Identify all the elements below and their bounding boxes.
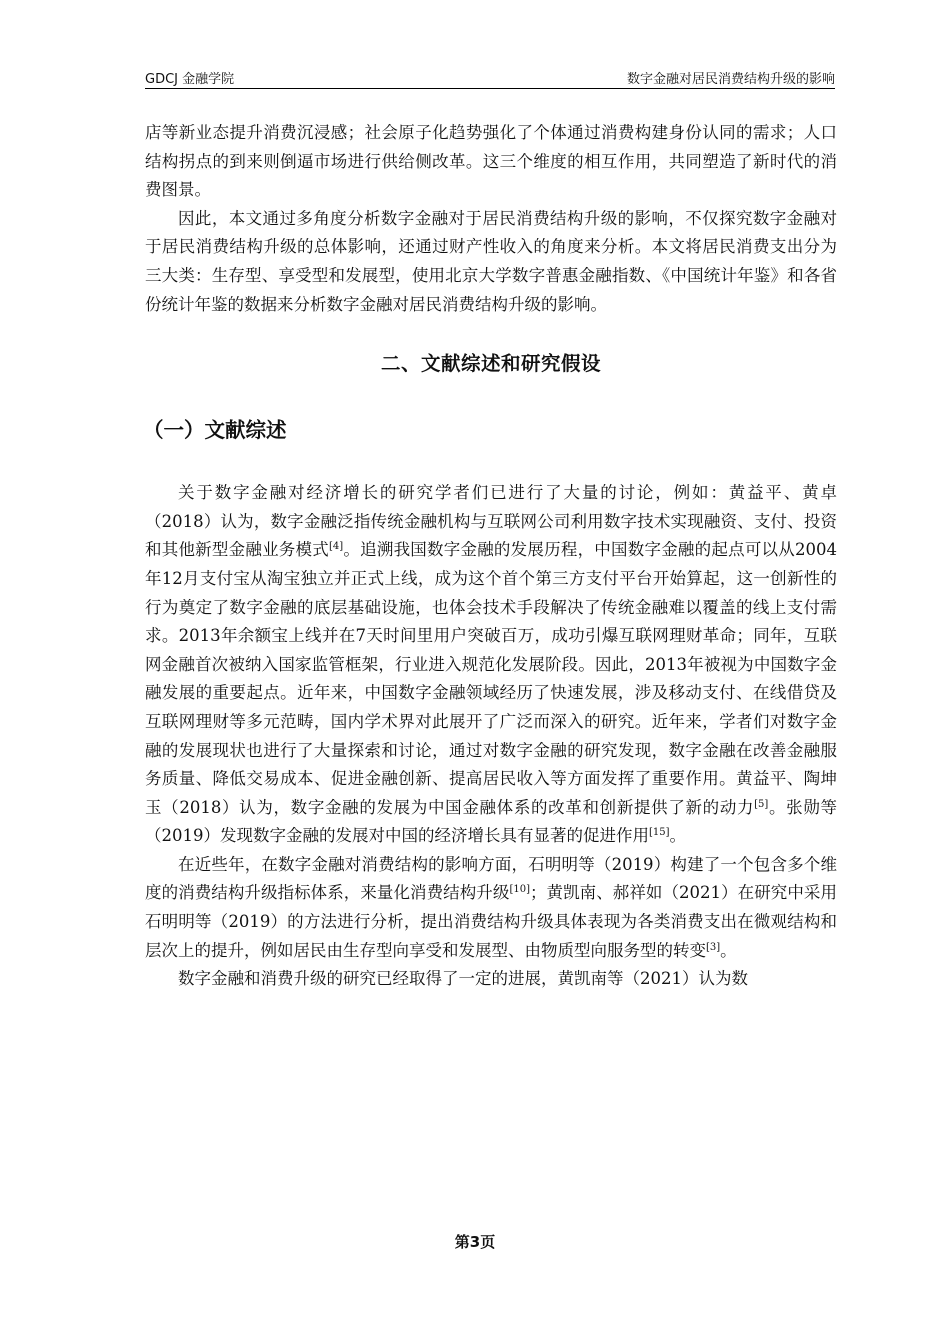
page-number: 第3页 — [454, 1233, 496, 1251]
paragraph-literature-upgrade: 数字金融和消费升级的研究已经取得了一定的进展，黄凯南等（2021）认为数 — [178, 969, 748, 989]
text-segment: 关于数字金融对经济增长的研究学者们已进行了大量的讨论，例如：黄益平、黄卓（2018）认为，数字金融泛指传统金融机构与互联网公司利用数字技术实现融资、支付、投资和其他新型金融业务模式 — [145, 483, 837, 560]
citation-3: [3] — [706, 941, 721, 953]
text-segment: 。 — [669, 826, 687, 846]
citation-4: [4] — [329, 541, 344, 553]
paragraph-literature-growth — [145, 479, 837, 851]
header-paper-title: 数字金融对居民消费结构升级的影响 — [626, 72, 835, 87]
text-segment: 。张勋等（2019）发现数字金融的发展对中国的经济增长具有显著的促进作用 — [145, 797, 837, 846]
citation-5: [5] — [754, 798, 769, 810]
paragraph-literature-consumption — [145, 851, 837, 965]
text-segment: ；黄凯南、郝祥如（2021）在研究中采用石明明等（2019）的方法进行分析，提出消费结构升级具体表现为各类消费支出在微观结构和层次上的提升，例如居民由生存型向享受和发展型、由物质型向服务型的转变 — [145, 883, 837, 960]
page-header — [145, 66, 835, 89]
paragraph-research-outline: 因此，本文通过多角度分析数字金融对于居民消费结构升级的影响，不仅探究数字金融对于居民消费结构升级的总体影响，还通过财产性收入的角度来分析。本文将居民消费支出分为三大类：生存型、享受型和发展型，使用北京大学数字普惠金融指数、《中国统计年鉴》和各省份统计年鉴的数据来分析数字金融对居民消费结构升级的影响。 — [145, 208, 837, 314]
header-institution: GDCJ 金融学院 — [145, 72, 235, 87]
paragraph-continued: 店等新业态提升消费沉浸感；社会原子化趋势强化了个体通过消费构建身份认同的需求；人口结构拐点的到来则倒逼市场进行供给侧改革。这三个维度的相互作用，共同塑造了新时代的消费图景。 — [145, 123, 837, 200]
citation-15: [15] — [649, 827, 670, 839]
section-heading: 二、文献综述和研究假设 — [380, 352, 601, 376]
page-body — [145, 119, 837, 994]
text-segment: 在近些年，在数字金融对消费结构的影响方面，石明明等（2019）构建了一个包含多个维度的消费结构升级指标体系，来量化消费结构升级 — [145, 854, 837, 903]
citation-10: [10] — [509, 884, 530, 896]
text-segment: 。追溯我国数字金融的发展历程，中国数字金融的起点可以从2004年12月支付宝从淘宝独立并正式上线，成为这个首个第三方支付平台开始算起，这一创新性的行为奠定了数字金融的底层基础设施，也体会技术手段解决了传统金融难以覆盖的线上支付需求。2013年余额宝上线并在7天时间里用户突破百万，成功引爆互联网理财革命；同年，互联网金融首次被纳入国家监管框架，行业进入规范化发展阶段。因此，2013年被视为中国数字金融发展的重要起点。近年来，中国数字金融领域经历了快速发展，涉及移动支付、在线借贷及互联网理财等多元范畴，国内学术界对此展开了广泛而深入的研究。近年来，学者们对数字金融的发展现状也进行了大量探索和讨论，通过对数字金融的研究发现，数字金融在改善金融服务质量、降低交易成本、促进金融创新、提高居民收入等方面发挥了重要作用。黄益平、陶坤玉（2018）认为，数字金融的发展为中国金融体系的改革和创新提供了新的动力 — [145, 540, 838, 817]
text-segment: 。 — [720, 940, 737, 960]
subsection-heading: （一）文献综述 — [143, 418, 287, 443]
